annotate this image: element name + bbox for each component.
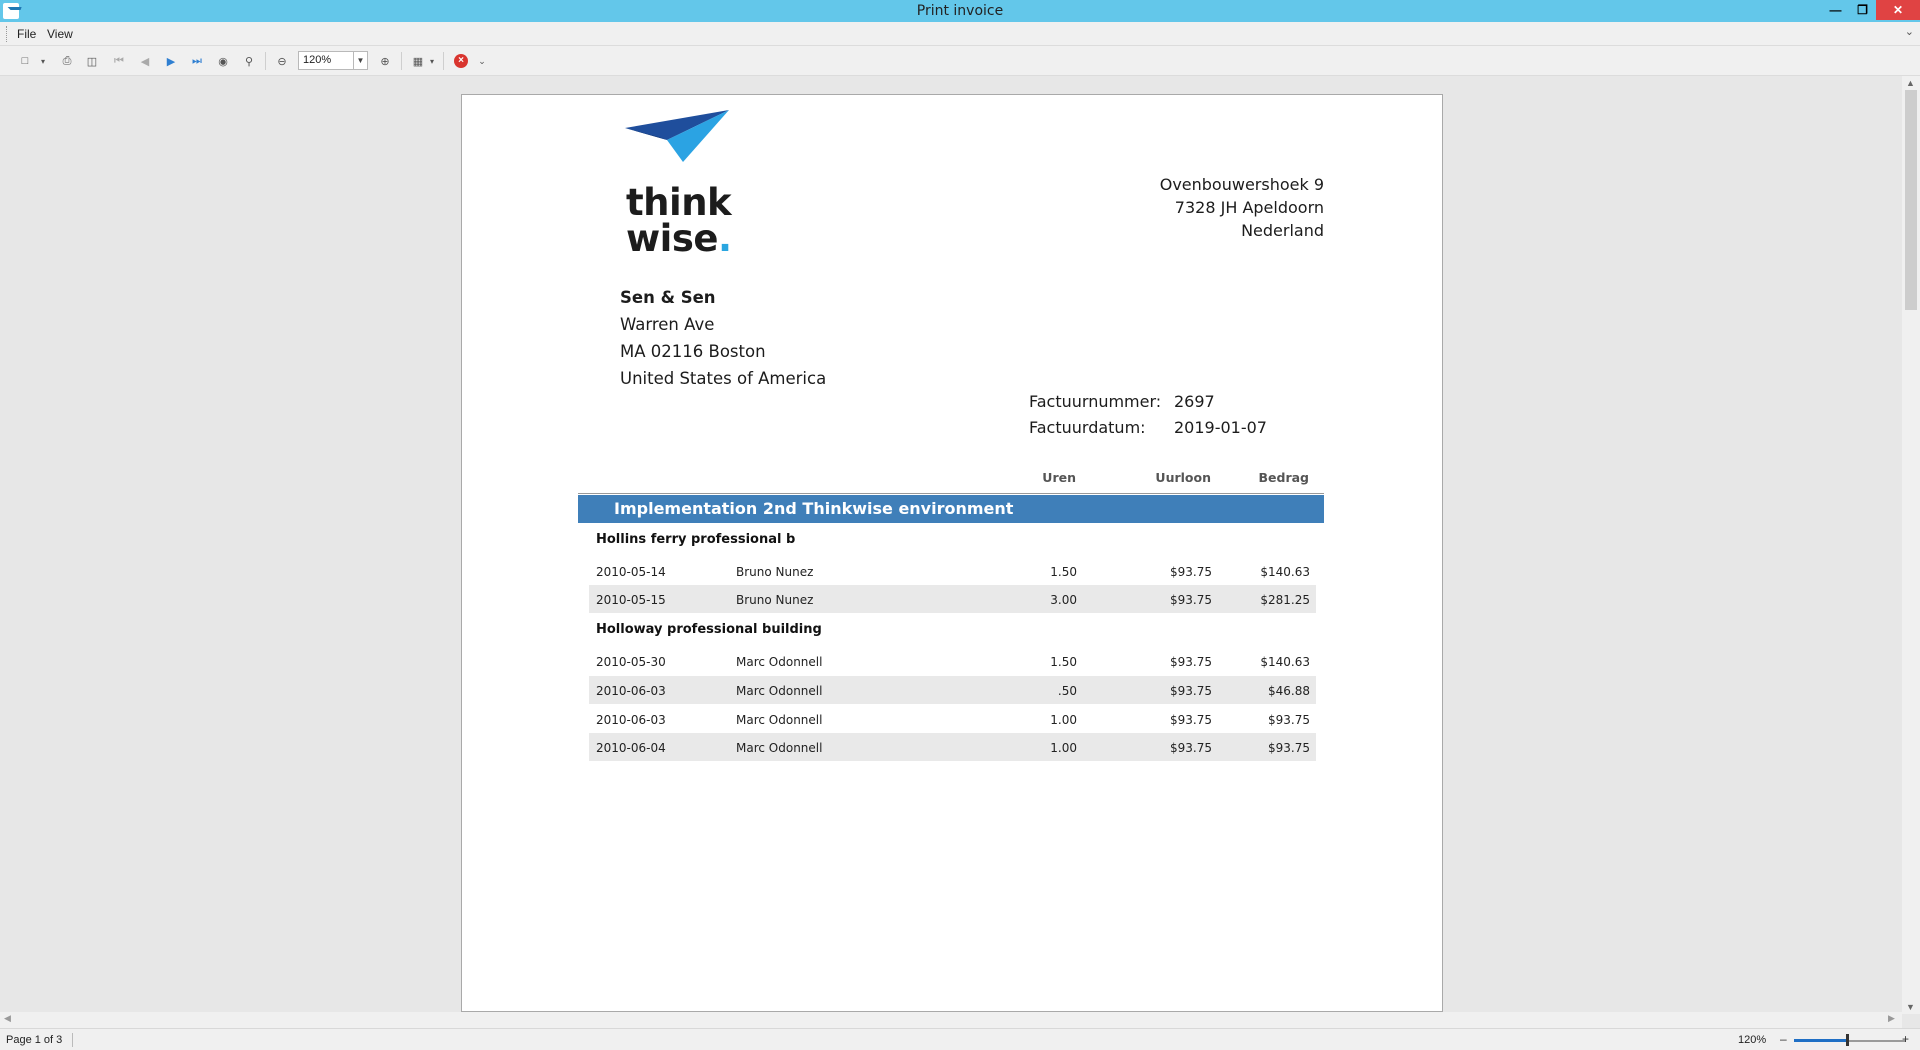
- first-page-icon[interactable]: ⏮: [114, 54, 124, 67]
- recipient-address: [620, 284, 826, 392]
- logo-dot: .: [717, 217, 732, 260]
- row-date: 2010-06-03: [596, 684, 666, 698]
- invoice-number-label: Factuurnummer:: [1029, 392, 1162, 411]
- open-dropdown-icon[interactable]: ▾: [40, 56, 45, 66]
- row-uurloon: $93.75: [1170, 684, 1212, 698]
- zoom-slider-fill: [1794, 1039, 1846, 1042]
- table-row: [589, 705, 1316, 733]
- restore-button[interactable]: ❐: [1849, 0, 1876, 20]
- table-row: [589, 585, 1316, 613]
- toolbar-separator: [401, 52, 402, 70]
- row-bedrag: $140.63: [1260, 565, 1310, 579]
- table-row: [589, 647, 1316, 675]
- chevron-down-icon[interactable]: ⌄: [1904, 26, 1914, 38]
- window-controls: [1822, 0, 1920, 22]
- toolbar-separator: [265, 52, 266, 70]
- zoom-slider-thumb[interactable]: [1846, 1034, 1849, 1046]
- row-employee: Marc Odonnell: [736, 713, 823, 727]
- row-bedrag: $93.75: [1268, 741, 1310, 755]
- row-uurloon: $93.75: [1170, 565, 1212, 579]
- scroll-up-icon[interactable]: ▲: [1906, 78, 1915, 88]
- zoom-tool-icon[interactable]: ⚲: [244, 55, 254, 68]
- multiple-pages-dropdown-icon[interactable]: ▾: [429, 56, 434, 66]
- logo-wordmark: [626, 181, 732, 260]
- invoice-date-label: Factuurdatum:: [1029, 418, 1146, 437]
- row-date: 2010-06-04: [596, 741, 666, 755]
- print-icon[interactable]: ⎙: [62, 54, 72, 67]
- title-bar: [0, 0, 1920, 22]
- row-uren: 3.00: [1050, 593, 1077, 607]
- minimize-button[interactable]: —: [1822, 0, 1849, 20]
- group-title: Holloway professional building: [596, 622, 822, 637]
- section-divider: [578, 493, 1324, 494]
- column-header-uurloon: Uurloon: [1155, 470, 1211, 485]
- row-uurloon: $93.75: [1170, 593, 1212, 607]
- thinkwise-logo-icon: [625, 110, 731, 162]
- row-uren: 1.00: [1050, 741, 1077, 755]
- menu-grip: [6, 26, 8, 42]
- scroll-right-icon[interactable]: ▶: [1888, 1013, 1895, 1023]
- row-uurloon: $93.75: [1170, 741, 1212, 755]
- recipient-city: MA 02116 Boston: [620, 342, 766, 361]
- previous-page-icon[interactable]: ◀: [140, 55, 150, 68]
- invoice-number-value: 2697: [1174, 392, 1215, 411]
- open-document-icon[interactable]: □: [21, 55, 29, 67]
- section-title: Implementation 2nd Thinkwise environment: [578, 495, 1324, 523]
- sender-street: Ovenbouwershoek 9: [1159, 175, 1324, 194]
- zoom-in-icon[interactable]: +: [1902, 1032, 1910, 1046]
- status-bar: [0, 1028, 1920, 1050]
- chevron-down-icon[interactable]: ▼: [353, 52, 367, 69]
- row-employee: Bruno Nunez: [736, 565, 814, 579]
- logo-line-1: think: [626, 181, 732, 224]
- next-page-icon[interactable]: ▶: [166, 55, 176, 68]
- recipient-country: United States of America: [620, 369, 827, 388]
- page-indicator: Page 1 of 3: [6, 1034, 63, 1046]
- column-header-bedrag: Bedrag: [1258, 470, 1309, 485]
- row-uren: 1.00: [1050, 713, 1077, 727]
- table-row: [589, 733, 1316, 761]
- sender-city: 7328 JH Apeldoorn: [1174, 198, 1324, 217]
- menu-view[interactable]: View: [47, 27, 73, 41]
- scroll-down-icon[interactable]: ▼: [1906, 1002, 1915, 1012]
- column-header-uren: Uren: [1042, 470, 1076, 485]
- row-bedrag: $140.63: [1260, 655, 1310, 669]
- row-uren: .50: [1057, 684, 1077, 698]
- row-uren: 1.50: [1050, 655, 1077, 669]
- row-bedrag: $281.25: [1260, 593, 1310, 607]
- row-uren: 1.50: [1050, 565, 1077, 579]
- sender-country: Nederland: [1241, 221, 1324, 240]
- window-title: Print invoice: [916, 3, 1004, 19]
- logo-line-2: wise: [626, 217, 718, 260]
- menu-file[interactable]: File: [17, 27, 37, 41]
- invoice-date-value: 2019-01-07: [1174, 418, 1267, 437]
- row-date: 2010-05-14: [596, 565, 666, 579]
- row-uurloon: $93.75: [1170, 713, 1212, 727]
- sender-address: [1160, 173, 1324, 242]
- zoom-out-icon[interactable]: –: [1780, 1032, 1787, 1046]
- row-uurloon: $93.75: [1170, 655, 1212, 669]
- recipient-street: Warren Ave: [620, 315, 715, 334]
- status-separator: [72, 1033, 73, 1047]
- zoom-in-icon[interactable]: ⊕: [380, 55, 390, 68]
- menu-bar: [0, 22, 1920, 46]
- last-page-icon[interactable]: ⏭: [192, 54, 202, 67]
- toolbar: [0, 46, 1920, 76]
- vertical-scrollbar[interactable]: [1902, 76, 1920, 1014]
- horizontal-scrollbar[interactable]: [0, 1012, 1902, 1028]
- row-date: 2010-06-03: [596, 713, 666, 727]
- recipient-name: Sen & Sen: [620, 288, 716, 307]
- row-bedrag: $46.88: [1268, 684, 1310, 698]
- table-row: [589, 676, 1316, 704]
- close-button[interactable]: ✕: [1876, 0, 1920, 20]
- row-date: 2010-05-30: [596, 655, 666, 669]
- zoom-out-icon[interactable]: ⊖: [277, 55, 287, 68]
- zoom-select[interactable]: [298, 51, 368, 70]
- page-setup-icon[interactable]: ◫: [86, 55, 98, 68]
- scroll-thumb[interactable]: [1905, 90, 1917, 310]
- invoice-meta: [1029, 389, 1267, 441]
- find-icon[interactable]: ◉: [218, 55, 228, 68]
- row-employee: Marc Odonnell: [736, 684, 823, 698]
- row-date: 2010-05-15: [596, 593, 666, 607]
- chevron-down-icon[interactable]: ⌄: [478, 55, 486, 66]
- invoice-page: [461, 94, 1443, 1012]
- multiple-pages-icon[interactable]: ▦: [412, 55, 424, 68]
- toolbar-separator: [443, 52, 444, 70]
- close-preview-icon[interactable]: ×: [454, 54, 468, 68]
- group-title: Hollins ferry professional b: [596, 532, 796, 547]
- table-row: [589, 557, 1316, 585]
- row-employee: Marc Odonnell: [736, 741, 823, 755]
- zoom-indicator: 120%: [1738, 1034, 1767, 1046]
- row-bedrag: $93.75: [1268, 713, 1310, 727]
- row-employee: Bruno Nunez: [736, 593, 814, 607]
- scroll-left-icon[interactable]: ◀: [4, 1013, 11, 1023]
- zoom-select-value: 120%: [303, 54, 332, 66]
- row-employee: Marc Odonnell: [736, 655, 823, 669]
